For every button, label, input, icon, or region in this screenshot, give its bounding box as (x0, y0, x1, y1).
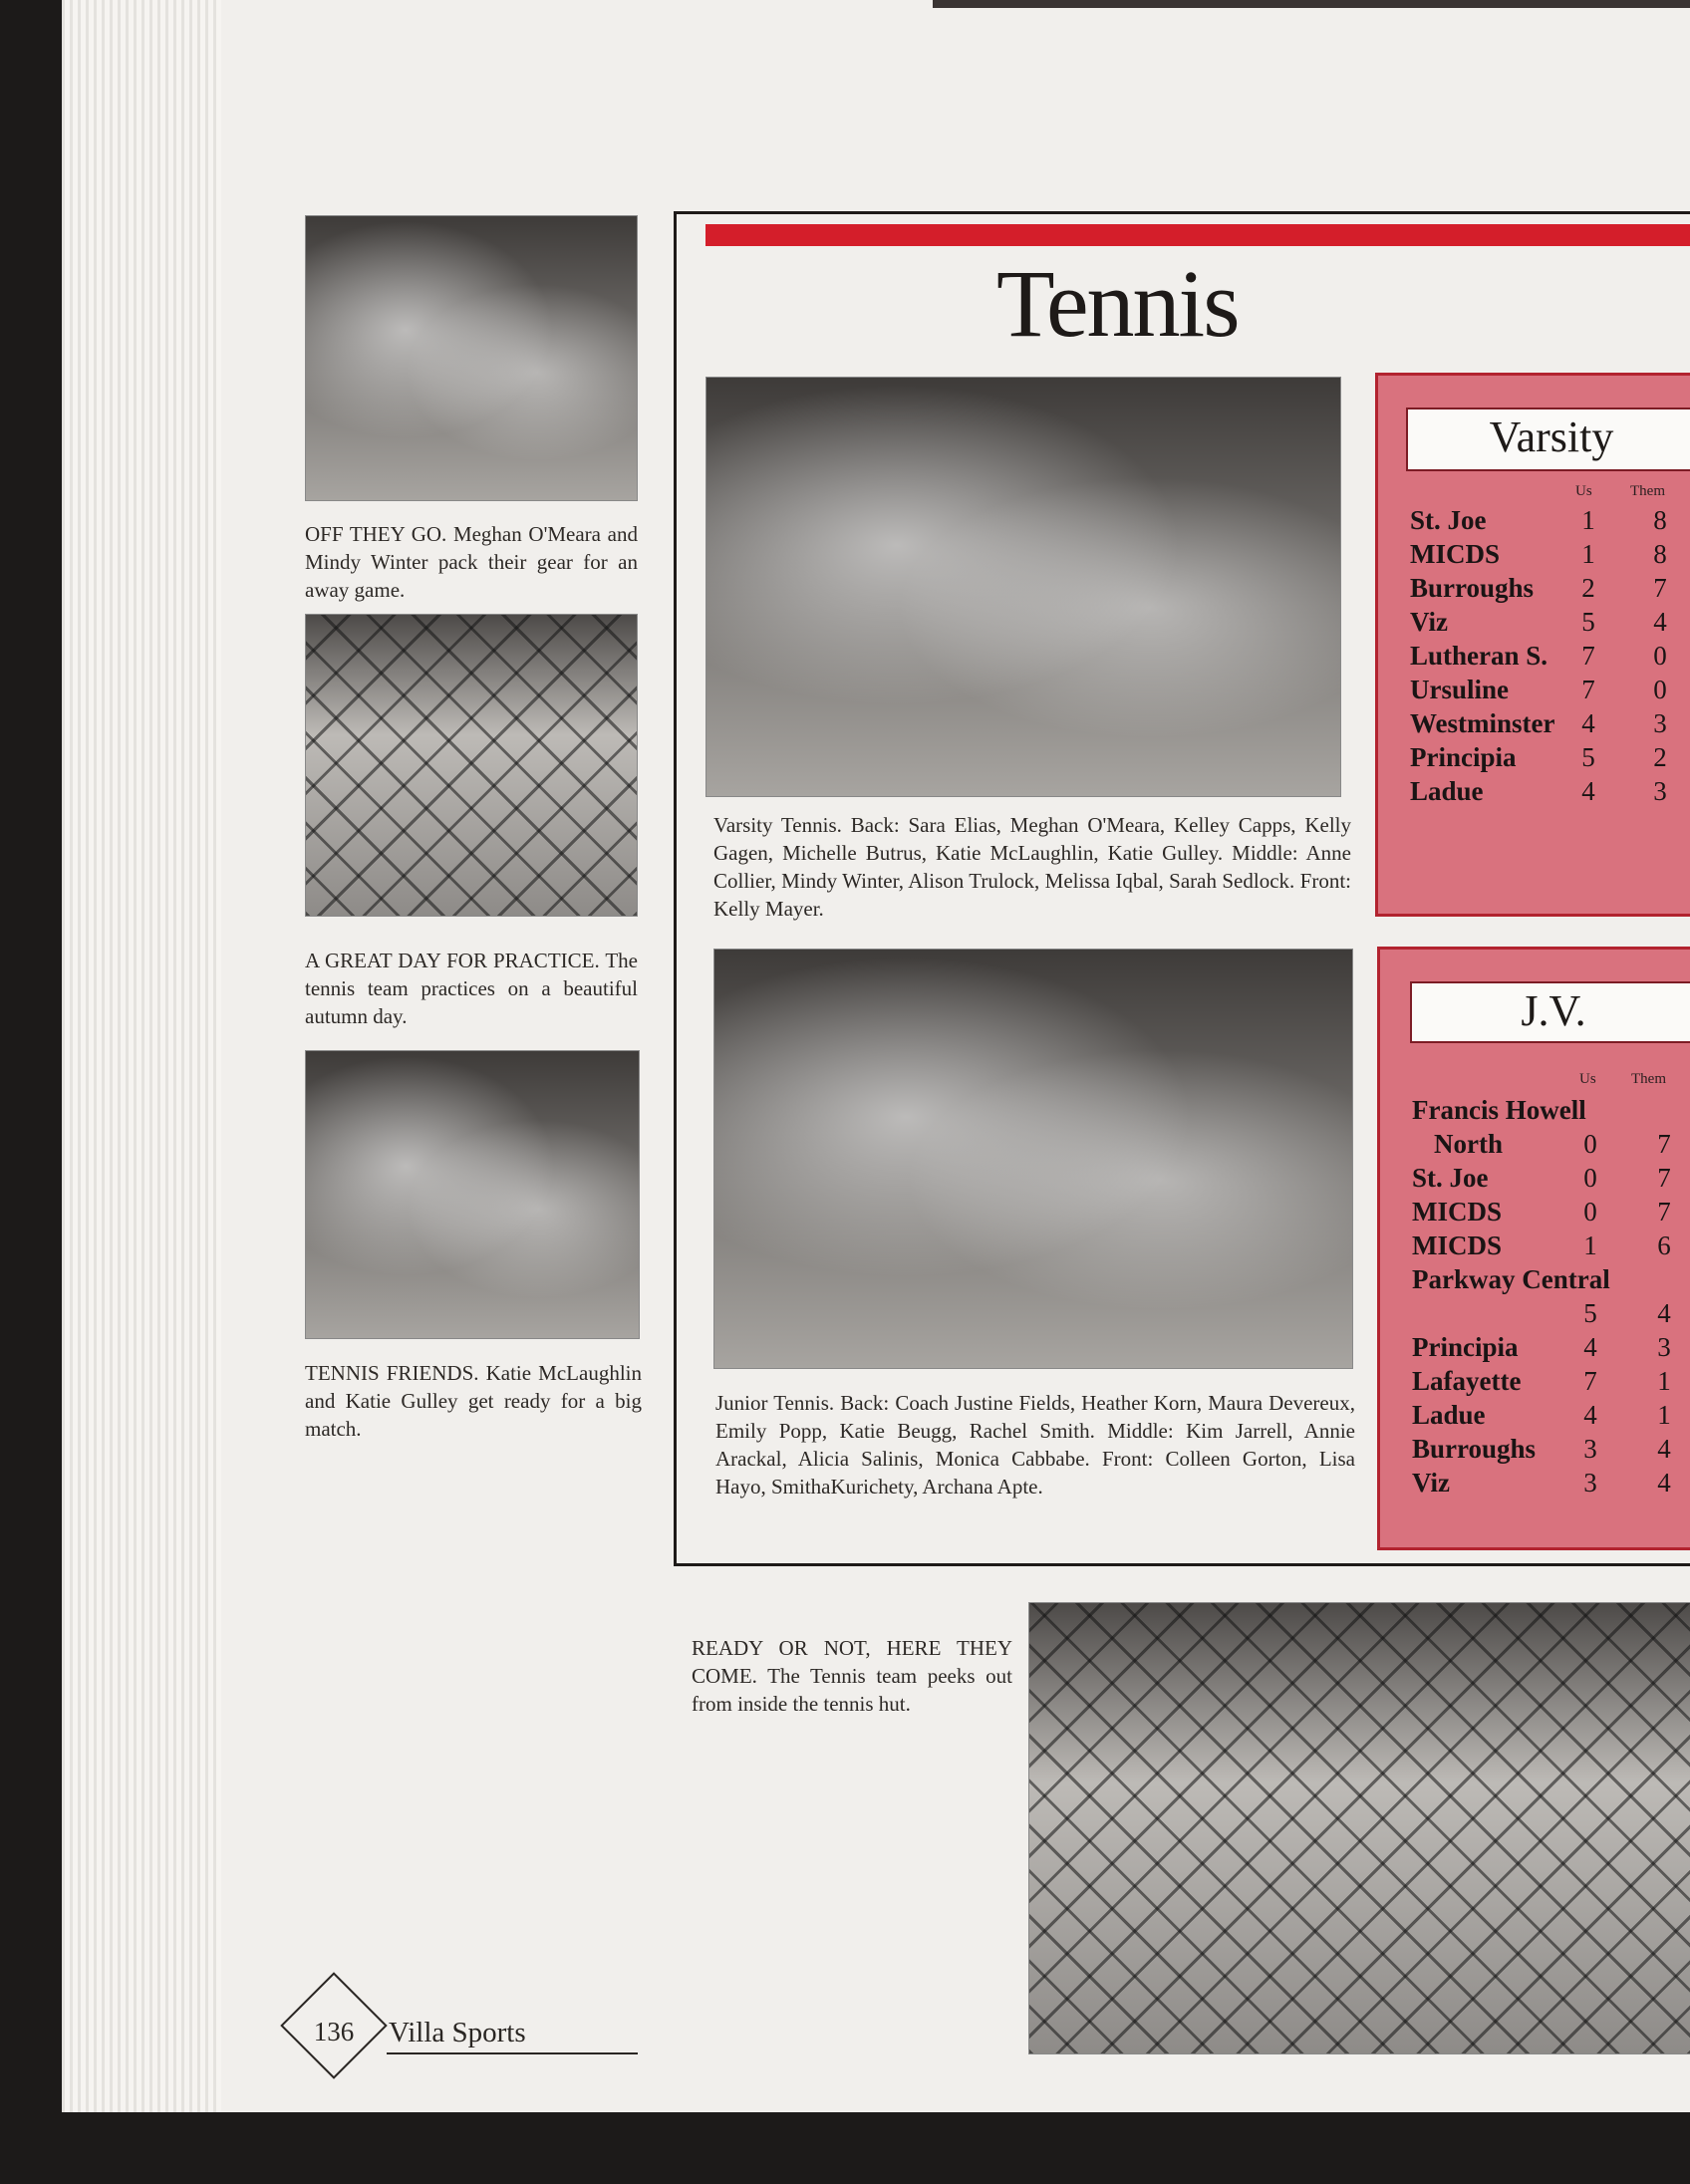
jv-score-rows (1412, 1095, 1690, 1513)
team-name: Ladue (1412, 1400, 1486, 1430)
them-score: 0 (1653, 675, 1667, 704)
team-name: Burroughs (1412, 1434, 1537, 1464)
us-score: 2 (1581, 573, 1595, 603)
them-score: 7 (1657, 1129, 1671, 1159)
them-score: 1 (1657, 1366, 1671, 1396)
them-score: 4 (1657, 1468, 1671, 1498)
them-score: 4 (1657, 1434, 1671, 1464)
team-name: Viz (1410, 607, 1448, 637)
team-name: MICDS (1412, 1197, 1503, 1227)
us-score: 1 (1581, 539, 1595, 569)
us-score: 5 (1581, 607, 1595, 637)
team-name: Francis Howell (1412, 1095, 1586, 1125)
us-score: 0 (1583, 1197, 1597, 1227)
us-score: 4 (1581, 776, 1595, 806)
footer-rule (387, 2052, 638, 2054)
them-score: 8 (1653, 505, 1667, 535)
team-name: Parkway Central (1412, 1264, 1610, 1294)
them-score: 3 (1653, 708, 1667, 738)
page-title: Tennis (996, 250, 1239, 357)
varsity-score-rows (1410, 505, 1690, 904)
us-score: 1 (1583, 1230, 1597, 1260)
them-score: 7 (1657, 1197, 1671, 1227)
jv-heading: J.V. (1410, 981, 1690, 1043)
tennis-friends-caption: TENNIS FRIENDS. Katie McLaughlin and Katie Gulley get ready for a big match. (305, 1361, 642, 1441)
tennis-hut-photo (1028, 1602, 1690, 2054)
off-they-go-caption: OFF THEY GO. Meghan O'Meara and Mindy Winter pack their gear for an away game. (305, 522, 638, 602)
us-score: 5 (1581, 742, 1595, 772)
tennis-friends-photo (305, 1050, 640, 1339)
us-score: 7 (1581, 675, 1595, 704)
us-score: 3 (1583, 1468, 1597, 1498)
junior-team-photo (713, 949, 1353, 1369)
jv-them-label: Them (1631, 1071, 1666, 1087)
varsity-us-label: Us (1575, 483, 1592, 499)
us-score: 0 (1583, 1163, 1597, 1193)
junior-photo-caption: Junior Tennis. Back: Coach Justine Fields, Heather Korn, Maura Devereux, Emily Popp, Katie Beugg, Rachel Smith. Middle: Kim Jarrell, Annie Arackal, Alicia Salinis, Monica Cabbabe. Front: Colleen Gorton, Lisa Hayo, SmithaKurichety, Archana Apte. (715, 1391, 1355, 1499)
varsity-them-label: Them (1630, 483, 1665, 499)
them-score: 4 (1653, 607, 1667, 637)
us-score: 1 (1581, 505, 1595, 535)
team-name: Principia (1412, 1332, 1519, 1362)
team-name: Principia (1410, 742, 1517, 772)
jv-score-panel (1377, 947, 1690, 1550)
team-name: Ladue (1410, 776, 1484, 806)
varsity-team-photo (705, 377, 1341, 797)
them-score: 3 (1653, 776, 1667, 806)
us-score: 4 (1581, 708, 1595, 738)
us-score: 4 (1583, 1332, 1597, 1362)
red-header-bar (705, 224, 1690, 246)
great-day-caption: A GREAT DAY FOR PRACTICE. The tennis team practices on a beautiful autumn day. (305, 949, 638, 1028)
jv-us-label: Us (1579, 1071, 1596, 1087)
varsity-heading: Varsity (1406, 408, 1690, 471)
top-strip (933, 0, 1690, 8)
us-score: 0 (1583, 1129, 1597, 1159)
team-name: St. Joe (1412, 1163, 1489, 1193)
team-name: Lafayette (1412, 1366, 1522, 1396)
team-name: MICDS (1410, 539, 1501, 569)
varsity-photo-caption: Varsity Tennis. Back: Sara Elias, Meghan O'Meara, Kelley Capps, Kelly Gagen, Michelle Butrus, Katie McLaughlin, Katie Gulley. Middle: Anne Collier, Mindy Winter, Alison Trulock, Melissa Iqbal, Sarah Sedlock. Front: Kelly Mayer. (713, 813, 1351, 921)
practice-photo (305, 614, 638, 917)
team-name: MICDS (1412, 1230, 1503, 1260)
team-name: North (1434, 1129, 1503, 1159)
ready-or-not-caption: READY OR NOT, HERE THEY COME. The Tennis team peeks out from inside the tennis hut. (692, 1636, 1012, 1716)
team-name: Westminster (1410, 708, 1555, 738)
section-title: Villa Sports (389, 2017, 526, 2048)
them-score: 3 (1657, 1332, 1671, 1362)
page-number: 136 (313, 2017, 355, 2047)
team-name: Lutheran S. (1410, 641, 1549, 671)
them-score: 0 (1653, 641, 1667, 671)
page-edges (62, 0, 221, 2112)
us-score: 7 (1583, 1366, 1597, 1396)
us-score: 5 (1583, 1298, 1597, 1328)
them-score: 7 (1657, 1163, 1671, 1193)
them-score: 2 (1653, 742, 1667, 772)
team-name: St. Joe (1410, 505, 1487, 535)
page-bottom-edge (62, 2112, 1690, 2184)
them-score: 7 (1653, 573, 1667, 603)
us-score: 4 (1583, 1400, 1597, 1430)
varsity-score-panel (1375, 373, 1690, 917)
us-score: 3 (1583, 1434, 1597, 1464)
them-score: 4 (1657, 1298, 1671, 1328)
team-name: Viz (1412, 1468, 1450, 1498)
them-score: 6 (1657, 1230, 1671, 1260)
them-score: 1 (1657, 1400, 1671, 1430)
off-they-go-photo (305, 215, 638, 501)
team-name: Ursuline (1410, 675, 1510, 704)
them-score: 8 (1653, 539, 1667, 569)
us-score: 7 (1581, 641, 1595, 671)
team-name: Burroughs (1410, 573, 1535, 603)
